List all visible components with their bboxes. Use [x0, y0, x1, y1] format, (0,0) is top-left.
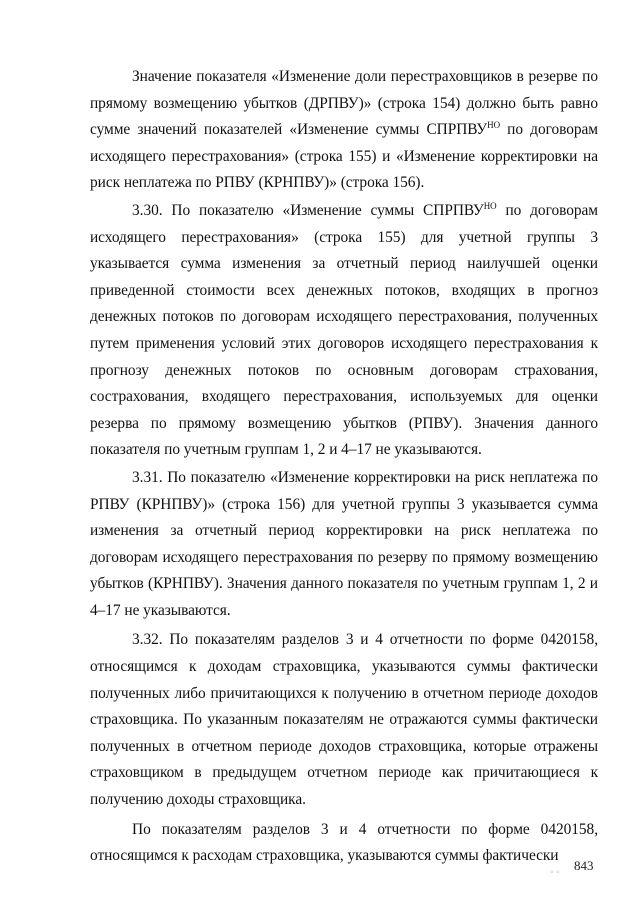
- paragraph-text: Значение показателя «Изменение доли перестраховщиков в резерве по прямому возмещению убытков (ДРПВУ)» (строка 154) должно быть равно сумме значений показателей «Изменение суммы СПРПВУ: [90, 68, 598, 139]
- paragraph-drpvu-definition: [90, 64, 598, 197]
- paragraph-text: по договорам исходящего перестрахования» (строка 155) для учетной группы 3 указывается сумма изменения за отчетный период наилучшей оценки приведенной стоимости всех денежных потоков, входящих в прогноз денежных потоков по договорам исходящего перестрахования, полученных путем применения условий этих договоров исходящего перестрахования к прогнозу денежных потоков по основным договорам страхования, сострахования, входящего перестрахования, используемых для оценки резерва по прямому возмещению убытков (РПВУ). Значения данного показателя по учетным группам 1, 2 и 4–17 не указываются.: [90, 201, 598, 459]
- paragraph-3-32: [90, 627, 598, 813]
- superscript-no: НО: [483, 200, 497, 211]
- paragraph-text: 3.32. По показателям разделов 3 и 4 отчетности по форме 0420158, относящимся к доходам страховщика, указываются суммы фактически полученных либо причитающихся к получению в отчетном периоде доходов страховщика. По указанным показателям не отражаются суммы фактически полученных в отчетном периоде доходов страховщика, которые отражены страховщиком в предыдущем отчетном периоде как причитающиеся к получению доходы страховщика.: [90, 631, 598, 809]
- body-text: [90, 64, 598, 871]
- paragraph-text: По показателям разделов 3 и 4 отчетности по форме 0420158, относящимся к расходам страховщика, указываются суммы фактически: [90, 820, 598, 865]
- superscript-no: НО: [487, 120, 501, 131]
- paragraph-3-31: [90, 465, 598, 625]
- paragraph-text: по договорам исходящего перестрахования» (строка 155) и «Изменение корректировки на риск неплатежа по РПВУ (КРНПВУ)» (строка 156).: [90, 121, 598, 192]
- paragraph-text: 3.31. По показателю «Изменение корректировки на риск неплатежа по РПВУ (КРНПВУ)» (строка 156) для учетной группы 3 указывается сумма изменения за отчетный период корректировки на риск неплатежа по договорам исходящего перестрахования по резерву по прямому возмещению убытков (КРНПВУ). Значения данного показателя по учетным группам 1, 2 и 4–17 не указываются.: [90, 468, 598, 619]
- paragraph-expenses: [90, 817, 598, 870]
- page-number: 843: [574, 858, 594, 873]
- scan-artifact: ◦ ◦: [550, 867, 560, 878]
- paragraph-text: 3.30. По показателю «Изменение суммы СПРПВУ: [132, 201, 484, 219]
- paragraph-3-30: [90, 198, 598, 464]
